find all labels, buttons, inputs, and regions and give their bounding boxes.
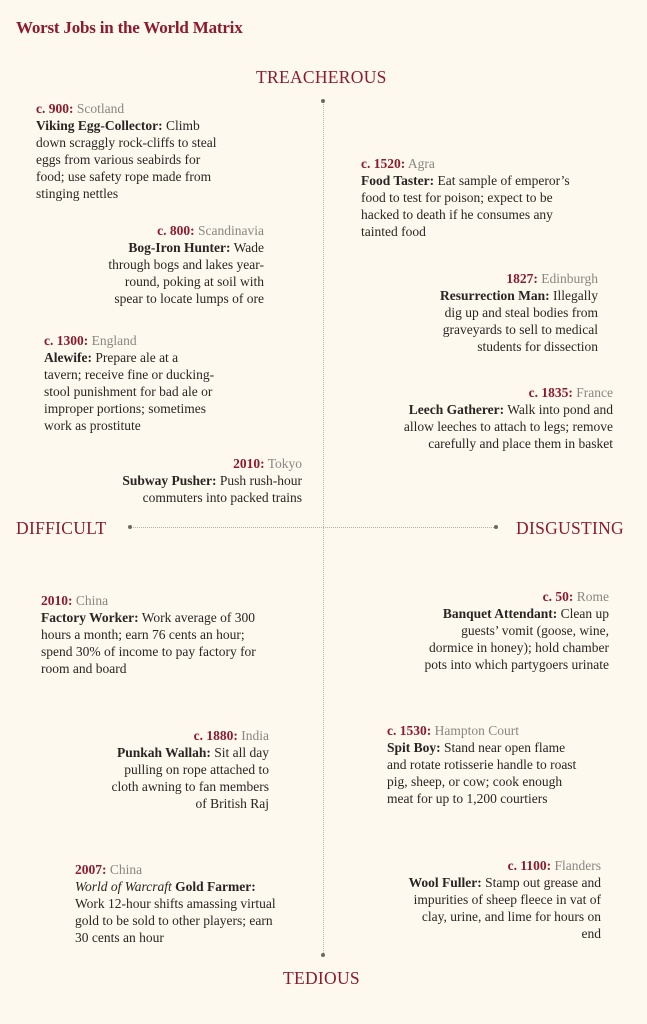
job-entry-wool-fuller: c. 1100: Flanders Wool Fuller: Stamp out grease and impurities of sheep fleece in vat of clay, urine, and lime for hours on end [408,858,601,941]
job-entry-viking-egg-collector: c. 900: Scotland Viking Egg-Collector: Climb down scraggly rock-cliffs to steal eggs from various seabirds for food; use safety rope made from stinging nettles [36,101,217,201]
horizontal-axis-line [130,527,496,528]
axis-endpoint-left [128,525,132,529]
job-entry-factory-worker: 2010: China Factory Worker: Work average of 300 hours a month; earn 76 cents an hour; spend 30% of income to pay factory for room and board [41,593,256,676]
job-entry-resurrection-man: 1827: Edinburgh Resurrection Man: Illegally dig up and steal bodies from graveyards to sell to medical students for dissection [440,271,598,354]
job-entry-bog-iron-hunter: c. 800: Scandinavia Bog-Iron Hunter: Wade through bogs and lakes year-round, poking at soil with spear to locate lumps of ore [108,223,264,306]
job-entry-food-taster: c. 1520: Agra Food Taster: Eat sample of emperor’s food to test for poison; expect to be hacked to death if he consumes any tainted food [361,156,570,239]
job-entry-banquet-attendant: c. 50: Rome Banquet Attendant: Clean up guests’ vomit (goose, wine, dormice in honey); hold chamber pots into which partygoers urinate [424,589,609,672]
axis-label-difficult: DIFFICULT [16,518,107,538]
job-entry-wow-gold-farmer: 2007: China World of Warcraft Gold Farmer: Work 12-hour shifts amassing virtual gold to be sold to other players; earn 30 cents an hour [75,862,276,945]
axis-endpoint-top [321,99,325,103]
axis-label-disgusting: DISGUSTING [516,518,624,538]
vertical-axis-line [323,101,324,955]
job-entry-alewife: c. 1300: England Alewife: Prepare ale at a tavern; receive fine or ducking-stool punishment for bad ale or improper portions; sometimes work as prostitute [44,333,215,433]
axis-label-treacherous: TREACHEROUS [256,67,387,87]
axis-label-tedious: TEDIOUS [283,968,360,988]
axis-endpoint-right [494,525,498,529]
job-entry-leech-gatherer: c. 1835: France Leech Gatherer: Walk into pond and allow leeches to attach to legs; remove carefully and place them in basket [403,385,613,451]
job-entry-subway-pusher: 2010: Tokyo Subway Pusher: Push rush-hour commuters into packed trains [122,456,302,505]
axis-endpoint-bottom [321,953,325,957]
page-title: Worst Jobs in the World Matrix [16,18,243,37]
job-entry-punkah-wallah: c. 1880: India Punkah Wallah: Sit all day pulling on rope attached to cloth awning to fan members of British Raj [111,728,269,811]
job-entry-spit-boy: c. 1530: Hampton Court Spit Boy: Stand near open flame and rotate rotisserie handle to roast pig, sheep, or cow; cook enough meat for up to 1,200 courtiers [387,723,577,806]
